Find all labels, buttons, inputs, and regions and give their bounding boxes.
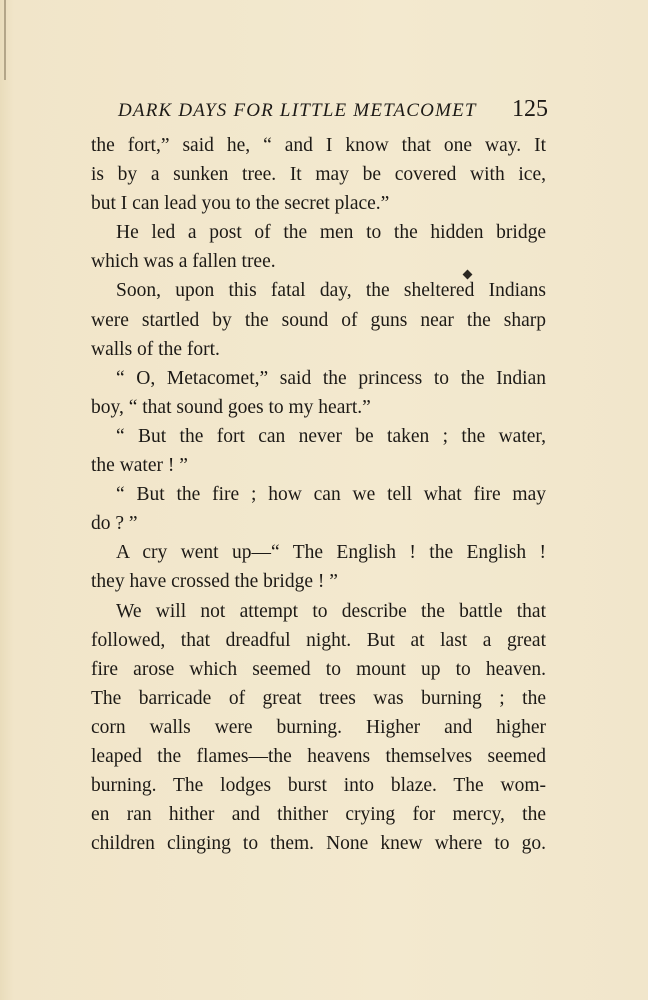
text-line: leaped the flames—the heavens themselves seemed [91, 745, 546, 767]
text-line: “ O, Metacomet,” said the princess to the Indian [116, 367, 546, 389]
text-line: We will not attempt to describe the battle that [116, 600, 546, 622]
page-header [118, 96, 548, 126]
text-line: The barricade of great trees was burning ; the [91, 687, 546, 709]
binding-edge [4, 0, 6, 80]
text-line: boy, “ that sound goes to my heart.” [91, 396, 371, 418]
text-line: do ? ” [91, 513, 138, 535]
text-line: burning. The lodges burst into blaze. The wom- [91, 775, 546, 797]
text-line: but I can lead you to the secret place.” [91, 193, 390, 215]
text-line: “ But the fire ; how can we tell what fire may [116, 484, 546, 506]
text-line: A cry went up—“ The English ! the English ! [116, 542, 546, 564]
text-line: they have crossed the bridge ! ” [91, 571, 338, 593]
text-line: were startled by the sound of guns near the sharp [91, 309, 546, 331]
text-line: fire arose which seemed to mount up to heaven. [91, 658, 546, 680]
text-line: the fort,” said he, “ and I know that one way. It [91, 135, 546, 156]
text-line: “ But the fort can never be taken ; the water, [116, 425, 546, 447]
text-line: en ran hither and thither crying for mercy, the [91, 804, 546, 826]
text-line: children clinging to them. None knew where to go. [91, 833, 546, 855]
text-line: corn walls were burning. Higher and higher [91, 716, 546, 738]
body-text [91, 131, 546, 858]
running-head: DARK DAYS FOR LITTLE METACOMET [118, 100, 477, 121]
text-line: is by a sunken tree. It may be covered with ice, [91, 164, 546, 186]
text-line: walls of the fort. [91, 338, 220, 360]
text-line: followed, that dreadful night. But at last a great [91, 629, 546, 651]
text-line: Soon, upon this fatal day, the sheltered Indians [116, 280, 546, 302]
text-line: which was a fallen tree. [91, 251, 276, 273]
page-number: 125 [512, 96, 548, 122]
text-line: He led a post of the men to the hidden bridge [116, 222, 546, 244]
text-line: the water ! ” [91, 455, 188, 477]
